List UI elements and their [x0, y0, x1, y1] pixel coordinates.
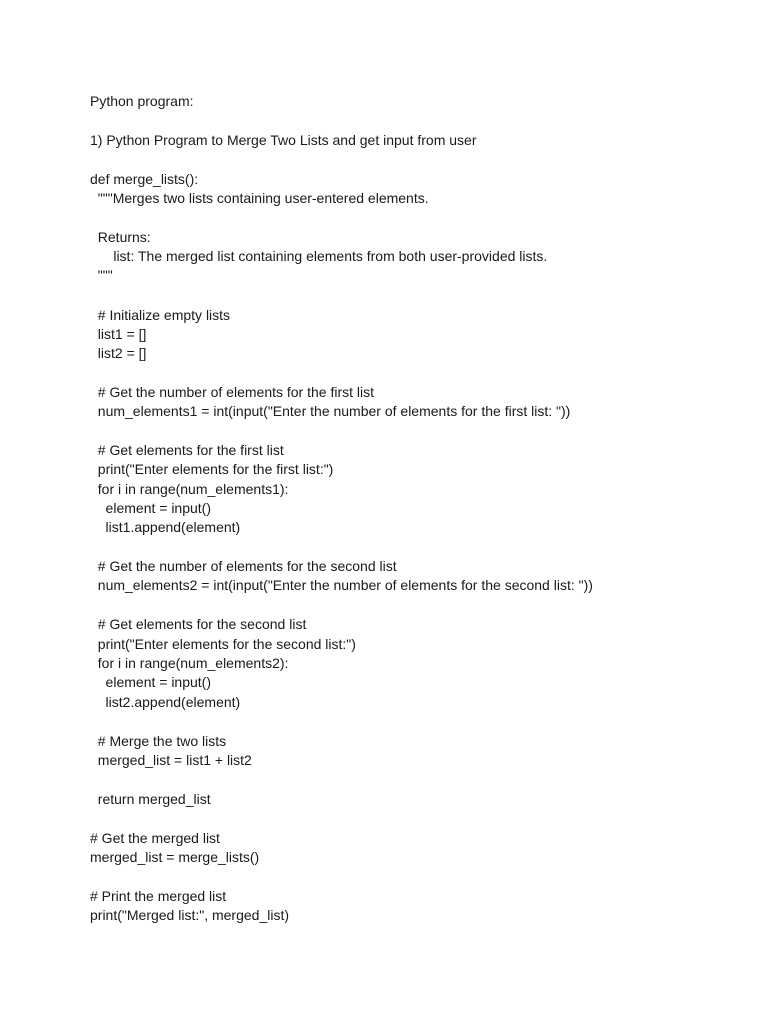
code-line: for i in range(num_elements1):: [90, 481, 289, 497]
code-line: # Get the merged list: [90, 830, 220, 846]
code-line: merged_list = list1 + list2: [90, 752, 252, 768]
code-line: # Get elements for the second list: [90, 616, 307, 632]
document-subheading: 1) Python Program to Merge Two Lists and get input from user: [90, 132, 477, 148]
code-line: return merged_list: [90, 791, 211, 807]
code-line: # Merge the two lists: [90, 733, 227, 749]
code-line: merged_list = merge_lists(): [90, 849, 260, 865]
code-line: Returns:: [90, 229, 151, 245]
code-line: # Get elements for the first list: [90, 442, 284, 458]
code-line: for i in range(num_elements2):: [90, 655, 289, 671]
code-line: num_elements1 = int(input("Enter the number of elements for the first list: ")): [90, 403, 571, 419]
code-line: list2 = []: [90, 345, 147, 361]
code-line: num_elements2 = int(input("Enter the number of elements for the second list: ")): [90, 577, 593, 593]
code-line: # Initialize empty lists: [90, 307, 231, 323]
code-line: list1.append(element): [90, 519, 241, 535]
code-line: print("Enter elements for the first list:"): [90, 461, 334, 477]
code-line: element = input(): [90, 674, 212, 690]
code-line: list2.append(element): [90, 694, 241, 710]
code-line: print("Enter elements for the second list:"): [90, 636, 356, 652]
code-line: """Merges two lists containing user-entered elements.: [90, 190, 429, 206]
code-line: """: [90, 267, 113, 283]
code-line: list: The merged list containing elements from both user-provided lists.: [90, 248, 548, 264]
code-line: list1 = []: [90, 326, 147, 342]
code-line: print("Merged list:", merged_list): [90, 907, 290, 923]
code-line: def merge_lists():: [90, 171, 199, 187]
document-heading: Python program:: [90, 93, 194, 109]
code-line: element = input(): [90, 500, 212, 516]
code-line: # Print the merged list: [90, 888, 227, 904]
code-line: # Get the number of elements for the second list: [90, 558, 397, 574]
code-line: # Get the number of elements for the first list: [90, 384, 375, 400]
